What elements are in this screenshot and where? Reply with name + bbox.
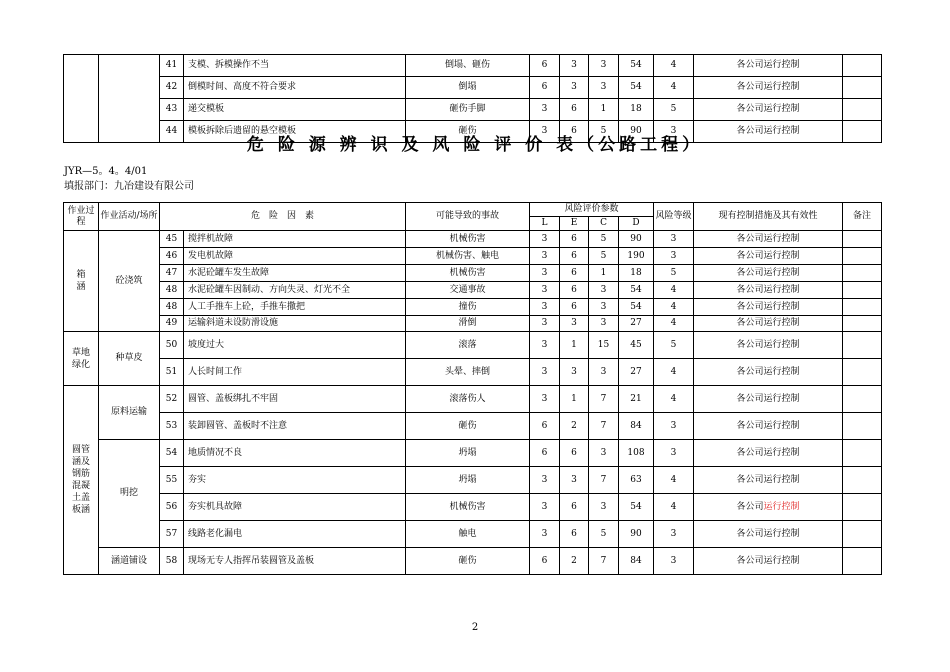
table-row [64,55,882,77]
c-value: 15 [589,332,619,359]
l-value: 6 [530,548,560,575]
risk-grade: 5 [654,332,694,359]
header-hazard: 危 险 因 素 [160,203,406,231]
consequence-cell: 坍塌 [406,440,530,467]
process-cell [64,55,99,143]
process-cell: 草地绿化 [64,332,99,386]
l-value: 3 [530,299,560,316]
d-value: 45 [619,332,654,359]
hazard-cell: 坡度过大 [184,332,406,359]
header-activity: 作业活动/场所 [99,203,160,231]
risk-grade: 3 [654,248,694,265]
hazard-cell: 搅拌机故障 [184,231,406,248]
hazard-cell: 装卸圆管、盖板时不注意 [184,413,406,440]
table-row [64,265,882,282]
l-value: 3 [530,316,560,332]
c-value: 5 [589,521,619,548]
consequence-cell: 坍塌 [406,467,530,494]
consequence-cell: 交通事故 [406,282,530,299]
table-row [64,386,882,413]
row-number: 47 [160,265,184,282]
remark-cell [843,386,882,413]
risk-grade: 3 [654,413,694,440]
l-value: 3 [530,521,560,548]
l-value: 6 [530,440,560,467]
row-number: 55 [160,467,184,494]
hazard-cell: 运输斜道未设防滑设施 [184,316,406,332]
remark-cell [843,77,882,99]
risk-grade: 3 [654,121,694,143]
header-consequence: 可能导致的事故 [406,203,530,231]
table-row [64,494,882,521]
remark-cell [843,299,882,316]
row-number: 56 [160,494,184,521]
control-cell: 各公司运行控制 [694,121,843,143]
consequence-cell: 砸伤 [406,548,530,575]
risk-grade: 4 [654,494,694,521]
e-value: 6 [560,265,589,282]
header-process: 作业过程 [64,203,99,231]
hazard-cell: 发电机故障 [184,248,406,265]
c-value: 7 [589,413,619,440]
consequence-cell: 机械伤害 [406,265,530,282]
l-value: 3 [530,265,560,282]
header-c: C [589,217,619,231]
consequence-cell: 撞伤 [406,299,530,316]
l-value: 3 [530,248,560,265]
e-value: 2 [560,413,589,440]
c-value: 3 [589,282,619,299]
c-value: 3 [589,299,619,316]
table-row [64,99,882,121]
control-company: 各公司 [736,501,764,512]
row-number: 45 [160,231,184,248]
risk-grade: 3 [654,440,694,467]
hazard-cell: 水泥砼罐车因制动、方向失灵、灯光不全 [184,282,406,299]
e-value: 3 [560,77,589,99]
remark-cell [843,521,882,548]
d-value: 27 [619,359,654,386]
e-value: 6 [560,99,589,121]
consequence-cell: 滑倒 [406,316,530,332]
hazard-cell: 倒模时间、高度不符合要求 [184,77,406,99]
remark-cell [843,440,882,467]
risk-grade: 4 [654,55,694,77]
continuation-table [63,54,882,143]
process-cell: 圆管涵及钢筋混凝土盖板涵 [64,386,99,575]
e-value: 6 [560,231,589,248]
d-value: 54 [619,55,654,77]
e-value: 6 [560,440,589,467]
row-number: 58 [160,548,184,575]
remark-cell [843,55,882,77]
doc-code: JYR—5。4。4/01 [64,166,148,177]
table-row [64,521,882,548]
table-row [64,77,882,99]
e-value: 3 [560,359,589,386]
control-cell: 各公司运行控制 [694,316,843,332]
hazard-cell: 递交模板 [184,99,406,121]
risk-table [63,202,882,575]
control-cell: 各公司运行控制 [694,248,843,265]
d-value: 21 [619,386,654,413]
hazard-cell: 支模、拆模操作不当 [184,55,406,77]
risk-grade: 5 [654,265,694,282]
c-value: 7 [589,467,619,494]
row-number: 49 [160,316,184,332]
risk-grade: 4 [654,316,694,332]
hazard-cell: 模板拆除后遗留的悬空模板 [184,121,406,143]
control-cell: 各公司运行控制 [694,359,843,386]
l-value: 3 [530,282,560,299]
d-value: 18 [619,99,654,121]
table-row [64,332,882,359]
row-number: 41 [160,55,184,77]
control-cell: 各公司运行控制 [694,467,843,494]
control-cell: 各公司运行控制 [694,265,843,282]
c-value: 1 [589,99,619,121]
control-cell: 各公司运行控制 [694,440,843,467]
consequence-cell: 机械伤害 [406,231,530,248]
table-row [64,413,882,440]
remark-cell [843,282,882,299]
hazard-cell: 圆管、盖板绑扎不牢固 [184,386,406,413]
page-number: 2 [471,622,479,633]
remark-cell [843,231,882,248]
header-params: 风险评价参数 [530,203,654,217]
hazard-cell: 现场无专人指挥吊装圆管及盖板 [184,548,406,575]
remark-cell [843,248,882,265]
risk-grade: 4 [654,282,694,299]
row-number: 51 [160,359,184,386]
hazard-cell: 水泥砼罐车发生故障 [184,265,406,282]
remark-cell [843,359,882,386]
c-value: 5 [589,121,619,143]
table-row [64,299,882,316]
table-row [64,359,882,386]
row-number: 48 [160,299,184,316]
consequence-cell: 头晕、摔倒 [406,359,530,386]
l-value: 3 [530,332,560,359]
e-value: 3 [560,55,589,77]
page-title: 危 险 源 辨 识 及 风 险 评 价 表（公路工程） [246,135,704,155]
d-value: 54 [619,299,654,316]
e-value: 2 [560,548,589,575]
remark-cell [843,99,882,121]
d-value: 63 [619,467,654,494]
l-value: 3 [530,494,560,521]
c-value: 3 [589,359,619,386]
remark-cell [843,265,882,282]
consequence-cell: 滚落 [406,332,530,359]
d-value: 90 [619,231,654,248]
header-d: D [619,217,654,231]
table-row [64,467,882,494]
c-value: 7 [589,548,619,575]
control-cell: 各公司运行控制 [694,386,843,413]
table-row [64,231,882,248]
l-value: 3 [530,386,560,413]
remark-cell [843,413,882,440]
hazard-cell: 人工手推车上砼，手推车撒把 [184,299,406,316]
row-number: 54 [160,440,184,467]
e-value: 6 [560,282,589,299]
risk-grade: 3 [654,231,694,248]
hazard-cell: 地质情况不良 [184,440,406,467]
activity-cell: 砼浇筑 [99,231,160,332]
consequence-cell: 倒塌 [406,77,530,99]
remark-cell [843,467,882,494]
e-value: 3 [560,467,589,494]
risk-grade: 4 [654,359,694,386]
remark-cell [843,548,882,575]
l-value: 6 [530,77,560,99]
e-value: 6 [560,299,589,316]
e-value: 6 [560,494,589,521]
e-value: 1 [560,332,589,359]
risk-grade: 4 [654,467,694,494]
risk-grade: 4 [654,77,694,99]
control-cell: 各公司运行控制 [694,282,843,299]
control-cell: 各公司运行控制 [694,231,843,248]
d-value: 90 [619,521,654,548]
e-value: 6 [560,121,589,143]
control-cell: 各公司运行控制 [694,521,843,548]
hazard-cell: 人长时间工作 [184,359,406,386]
risk-grade: 3 [654,521,694,548]
c-value: 3 [589,77,619,99]
hazard-cell: 夯实机具故障 [184,494,406,521]
consequence-cell: 触电 [406,521,530,548]
consequence-cell: 倒塌、砸伤 [406,55,530,77]
l-value: 3 [530,231,560,248]
activity-cell [99,55,160,143]
c-value: 3 [589,494,619,521]
process-cell: 箱涵 [64,231,99,332]
row-number: 52 [160,386,184,413]
control-cell: 各公司运行控制 [694,99,843,121]
hazard-cell: 线路老化漏电 [184,521,406,548]
department: 填报部门：九冶建设有限公司 [64,181,194,192]
header-control: 现有控制措施及其有效性 [694,203,843,231]
remark-cell [843,332,882,359]
e-value: 6 [560,248,589,265]
consequence-cell: 砸伤手脚 [406,99,530,121]
d-value: 90 [619,121,654,143]
consequence-cell: 砸伤 [406,121,530,143]
e-value: 1 [560,386,589,413]
activity-cell: 涵道铺设 [99,548,160,575]
risk-grade: 3 [654,548,694,575]
d-value: 190 [619,248,654,265]
table-row [64,248,882,265]
control-cell: 各公司运行控制 [694,55,843,77]
control-cell: 各公司运行控制 [694,548,843,575]
risk-grade: 4 [654,299,694,316]
risk-grade: 4 [654,386,694,413]
d-value: 108 [619,440,654,467]
header-l: L [530,217,560,231]
row-number: 57 [160,521,184,548]
table-row [64,548,882,575]
row-number: 43 [160,99,184,121]
c-value: 7 [589,386,619,413]
d-value: 84 [619,548,654,575]
c-value: 5 [589,248,619,265]
table-row [64,316,882,332]
c-value: 1 [589,265,619,282]
l-value: 6 [530,413,560,440]
hazard-cell: 夯实 [184,467,406,494]
e-value: 3 [560,316,589,332]
header-grade: 风险等级 [654,203,694,231]
d-value: 84 [619,413,654,440]
table-row [64,440,882,467]
row-number: 42 [160,77,184,99]
l-value: 6 [530,55,560,77]
c-value: 3 [589,55,619,77]
header-remark: 备注 [843,203,882,231]
activity-cell: 种草皮 [99,332,160,386]
d-value: 54 [619,77,654,99]
d-value: 54 [619,282,654,299]
table-row [64,282,882,299]
consequence-cell: 机械伤害、触电 [406,248,530,265]
d-value: 27 [619,316,654,332]
control-cell: 各公司运行控制 [694,299,843,316]
row-number: 48 [160,282,184,299]
risk-grade: 5 [654,99,694,121]
c-value: 3 [589,440,619,467]
control-cell [694,494,843,521]
remark-cell [843,316,882,332]
control-cell: 各公司运行控制 [694,413,843,440]
l-value: 3 [530,99,560,121]
e-value: 6 [560,521,589,548]
row-number: 53 [160,413,184,440]
control-cell: 各公司运行控制 [694,77,843,99]
c-value: 5 [589,231,619,248]
d-value: 54 [619,494,654,521]
row-number: 46 [160,248,184,265]
consequence-cell: 砸伤 [406,413,530,440]
consequence-cell: 机械伤害 [406,494,530,521]
remark-cell [843,494,882,521]
header-row [64,203,882,217]
row-number: 50 [160,332,184,359]
consequence-cell: 滚落伤人 [406,386,530,413]
l-value: 3 [530,467,560,494]
activity-cell: 明挖 [99,440,160,548]
header-e: E [560,217,589,231]
l-value: 3 [530,359,560,386]
c-value: 3 [589,316,619,332]
row-number: 44 [160,121,184,143]
l-value: 3 [530,121,560,143]
control-cell: 各公司运行控制 [694,332,843,359]
control-highlight: 运行控制 [763,501,800,512]
activity-cell: 原料运输 [99,386,160,440]
d-value: 18 [619,265,654,282]
